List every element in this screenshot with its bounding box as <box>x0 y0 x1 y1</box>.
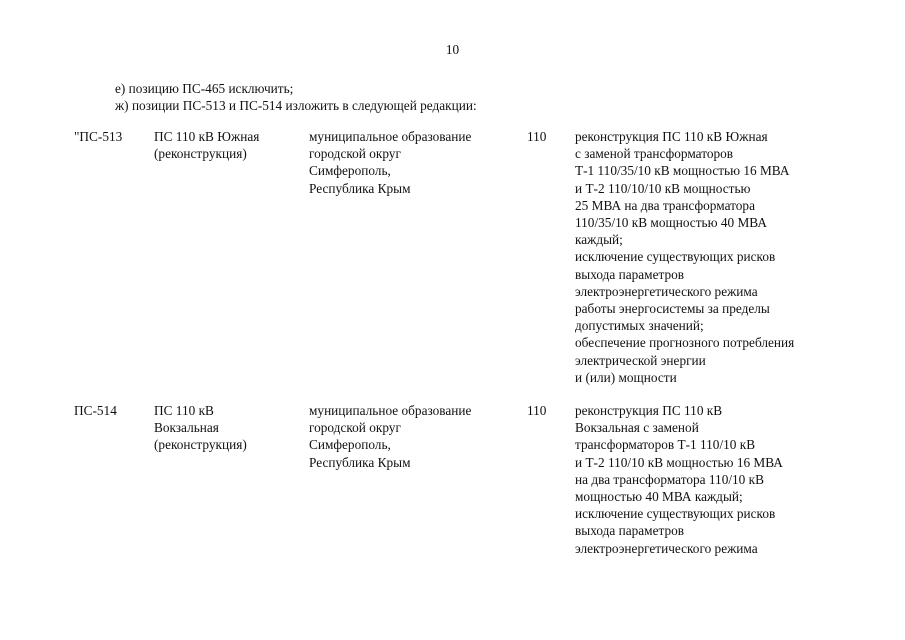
intro-line-amend: ж) позиции ПС-513 и ПС-514 изложить в следующей редакции: <box>115 98 477 113</box>
page-number: 10 <box>445 42 460 57</box>
substation-location: муниципальное образование городской округ Симферополь, Республика Крым <box>309 403 472 470</box>
substation-voltage: 110 <box>527 129 547 144</box>
substation-description: реконструкция ПС 110 кВ Вокзальная с заменой трансформаторов Т-1 110/10 кВ и Т-2 110/10 кВ мощностью 16 МВА на два трансформатора 110/10 кВ мощностью 40 МВА каждый; исключение существующих рисков выхода параметров электроэнергетического режима <box>575 403 783 556</box>
substation-code: "ПС-513 <box>74 129 123 144</box>
substation-voltage: 110 <box>527 403 547 418</box>
substation-code: ПС-514 <box>74 403 117 418</box>
substation-location: муниципальное образование городской округ Симферополь, Республика Крым <box>309 129 472 196</box>
substation-name: ПС 110 кВ Южная (реконструкция) <box>154 129 260 162</box>
substation-description: реконструкция ПС 110 кВ Южная с заменой трансформаторов Т-1 110/35/10 кВ мощностью 16 МВА и Т-2 110/10/10 кВ мощностью 25 МВА на два трансформатора 110/35/10 кВ мощностью 40 МВА каждый; исключение существующих рисков выхода параметров электроэнергетического режима работы энергосистемы за пределы допустимых значений; обеспечение прогнозного потребления электрической энергии и (или) мощности <box>575 129 795 385</box>
substation-name: ПС 110 кВ Вокзальная (реконструкция) <box>154 403 247 453</box>
intro-line-exclude: е) позицию ПС-465 исключить; <box>115 81 294 96</box>
